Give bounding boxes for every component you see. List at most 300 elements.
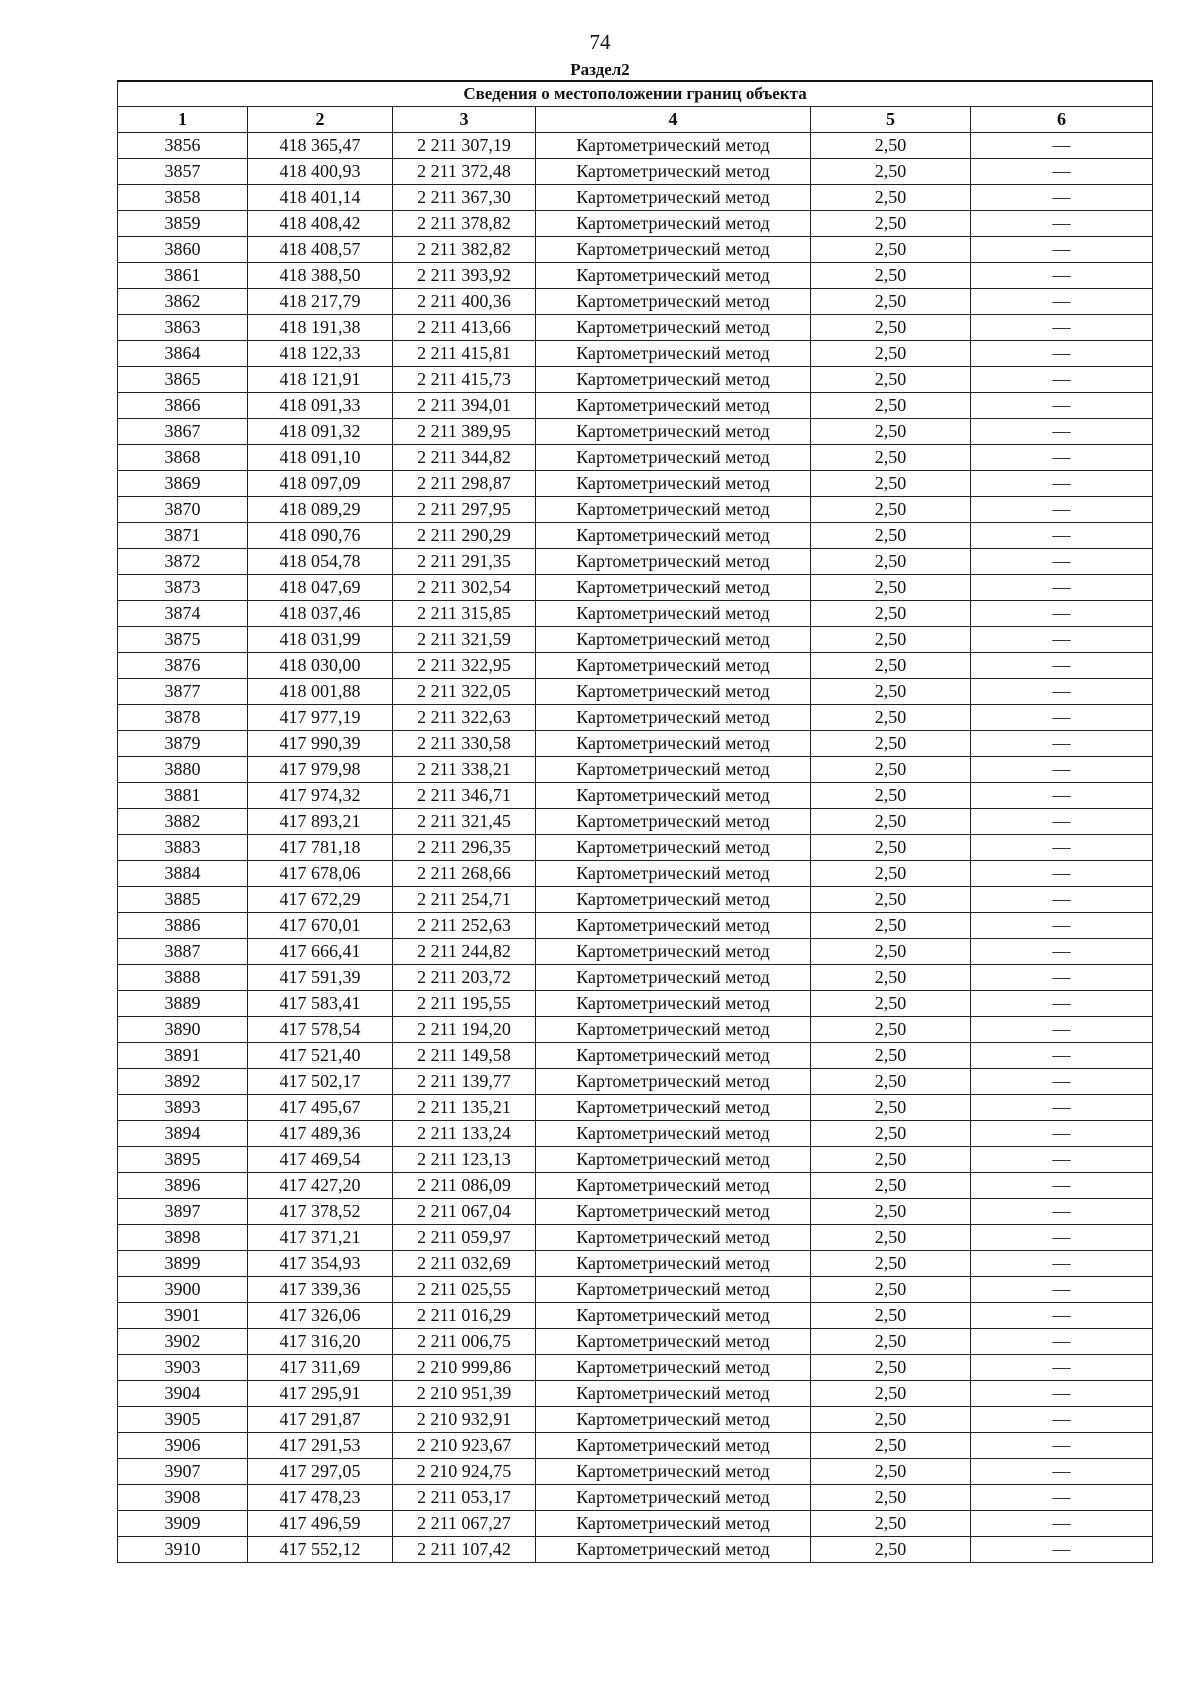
x-coordinate-cell: 418 408,42: [248, 211, 393, 237]
method-cell: Картометрический метод: [536, 1537, 811, 1563]
y-coordinate-cell: 2 211 321,45: [393, 809, 536, 835]
method-cell: Картометрический метод: [536, 1329, 811, 1355]
y-coordinate-cell: 2 211 290,29: [393, 523, 536, 549]
table-body: [118, 133, 1153, 1563]
table-row: [118, 991, 1153, 1017]
table-row: [118, 497, 1153, 523]
table-row: [118, 913, 1153, 939]
x-coordinate-cell: 418 031,99: [248, 627, 393, 653]
x-coordinate-cell: 417 666,41: [248, 939, 393, 965]
point-number-cell: 3910: [118, 1537, 248, 1563]
accuracy-cell: 2,50: [811, 705, 971, 731]
y-coordinate-cell: 2 211 139,77: [393, 1069, 536, 1095]
method-cell: Картометрический метод: [536, 367, 811, 393]
description-cell: —: [971, 809, 1153, 835]
method-cell: Картометрический метод: [536, 1355, 811, 1381]
table-row: [118, 835, 1153, 861]
table-row: [118, 1147, 1153, 1173]
table-row: [118, 1355, 1153, 1381]
description-cell: —: [971, 679, 1153, 705]
accuracy-cell: 2,50: [811, 263, 971, 289]
accuracy-cell: 2,50: [811, 861, 971, 887]
method-cell: Картометрический метод: [536, 1277, 811, 1303]
x-coordinate-cell: 417 339,36: [248, 1277, 393, 1303]
accuracy-cell: 2,50: [811, 913, 971, 939]
y-coordinate-cell: 2 211 302,54: [393, 575, 536, 601]
accuracy-cell: 2,50: [811, 575, 971, 601]
description-cell: —: [971, 419, 1153, 445]
point-number-cell: 3871: [118, 523, 248, 549]
description-cell: —: [971, 1095, 1153, 1121]
table-row: [118, 1069, 1153, 1095]
table-row: [118, 1043, 1153, 1069]
x-coordinate-cell: 417 521,40: [248, 1043, 393, 1069]
x-coordinate-cell: 418 217,79: [248, 289, 393, 315]
accuracy-cell: 2,50: [811, 237, 971, 263]
method-cell: Картометрический метод: [536, 393, 811, 419]
table-row: [118, 1199, 1153, 1225]
y-coordinate-cell: 2 211 296,35: [393, 835, 536, 861]
accuracy-cell: 2,50: [811, 1199, 971, 1225]
x-coordinate-cell: 417 678,06: [248, 861, 393, 887]
x-coordinate-cell: 418 408,57: [248, 237, 393, 263]
boundary-coordinates-table: [117, 80, 1153, 1563]
table-row: [118, 1381, 1153, 1407]
accuracy-cell: 2,50: [811, 601, 971, 627]
description-cell: —: [971, 913, 1153, 939]
accuracy-cell: 2,50: [811, 1225, 971, 1251]
accuracy-cell: 2,50: [811, 1537, 971, 1563]
method-cell: Картометрический метод: [536, 939, 811, 965]
point-number-cell: 3888: [118, 965, 248, 991]
method-cell: Картометрический метод: [536, 1147, 811, 1173]
x-coordinate-cell: 417 326,06: [248, 1303, 393, 1329]
method-cell: Картометрический метод: [536, 991, 811, 1017]
table-row: [118, 679, 1153, 705]
description-cell: —: [971, 1303, 1153, 1329]
point-number-cell: 3904: [118, 1381, 248, 1407]
accuracy-cell: 2,50: [811, 211, 971, 237]
y-coordinate-cell: 2 211 315,85: [393, 601, 536, 627]
description-cell: —: [971, 1407, 1153, 1433]
x-coordinate-cell: 417 990,39: [248, 731, 393, 757]
method-cell: Картометрический метод: [536, 1303, 811, 1329]
description-cell: —: [971, 1329, 1153, 1355]
description-cell: —: [971, 1277, 1153, 1303]
table-row: [118, 133, 1153, 159]
description-cell: —: [971, 1147, 1153, 1173]
table-row: [118, 1537, 1153, 1563]
table-row: [118, 627, 1153, 653]
accuracy-cell: 2,50: [811, 835, 971, 861]
point-number-cell: 3867: [118, 419, 248, 445]
table-row: [118, 289, 1153, 315]
method-cell: Картометрический метод: [536, 523, 811, 549]
description-cell: —: [971, 939, 1153, 965]
y-coordinate-cell: 2 211 135,21: [393, 1095, 536, 1121]
description-cell: —: [971, 1381, 1153, 1407]
x-coordinate-cell: 417 291,53: [248, 1433, 393, 1459]
description-cell: —: [971, 1199, 1153, 1225]
accuracy-cell: 2,50: [811, 523, 971, 549]
x-coordinate-cell: 417 311,69: [248, 1355, 393, 1381]
table-row: [118, 185, 1153, 211]
table-row: [118, 809, 1153, 835]
point-number-cell: 3885: [118, 887, 248, 913]
x-coordinate-cell: 417 378,52: [248, 1199, 393, 1225]
method-cell: Картометрический метод: [536, 341, 811, 367]
accuracy-cell: 2,50: [811, 1459, 971, 1485]
table-row: [118, 1511, 1153, 1537]
method-cell: Картометрический метод: [536, 705, 811, 731]
y-coordinate-cell: 2 211 195,55: [393, 991, 536, 1017]
accuracy-cell: 2,50: [811, 419, 971, 445]
y-coordinate-cell: 2 211 415,81: [393, 341, 536, 367]
method-cell: Картометрический метод: [536, 133, 811, 159]
x-coordinate-cell: 418 090,76: [248, 523, 393, 549]
accuracy-cell: 2,50: [811, 1173, 971, 1199]
y-coordinate-cell: 2 211 322,63: [393, 705, 536, 731]
point-number-cell: 3900: [118, 1277, 248, 1303]
accuracy-cell: 2,50: [811, 133, 971, 159]
point-number-cell: 3889: [118, 991, 248, 1017]
description-cell: —: [971, 965, 1153, 991]
accuracy-cell: 2,50: [811, 1251, 971, 1277]
description-cell: —: [971, 991, 1153, 1017]
column-header-1: 1: [118, 107, 248, 133]
x-coordinate-cell: 418 401,14: [248, 185, 393, 211]
description-cell: —: [971, 1121, 1153, 1147]
description-cell: —: [971, 1225, 1153, 1251]
accuracy-cell: 2,50: [811, 1017, 971, 1043]
table-row: [118, 705, 1153, 731]
y-coordinate-cell: 2 211 400,36: [393, 289, 536, 315]
y-coordinate-cell: 2 211 393,92: [393, 263, 536, 289]
description-cell: —: [971, 1511, 1153, 1537]
table-row: [118, 1251, 1153, 1277]
point-number-cell: 3891: [118, 1043, 248, 1069]
column-header-5: 5: [811, 107, 971, 133]
method-cell: Картометрический метод: [536, 549, 811, 575]
x-coordinate-cell: 417 672,29: [248, 887, 393, 913]
point-number-cell: 3874: [118, 601, 248, 627]
method-cell: Картометрический метод: [536, 887, 811, 913]
accuracy-cell: 2,50: [811, 939, 971, 965]
section-title: Раздел2: [570, 60, 630, 79]
point-number-cell: 3880: [118, 757, 248, 783]
x-coordinate-cell: 418 091,32: [248, 419, 393, 445]
y-coordinate-cell: 2 211 149,58: [393, 1043, 536, 1069]
y-coordinate-cell: 2 211 006,75: [393, 1329, 536, 1355]
accuracy-cell: 2,50: [811, 809, 971, 835]
description-cell: —: [971, 263, 1153, 289]
x-coordinate-cell: 417 496,59: [248, 1511, 393, 1537]
accuracy-cell: 2,50: [811, 1329, 971, 1355]
table-row: [118, 523, 1153, 549]
method-cell: Картометрический метод: [536, 211, 811, 237]
y-coordinate-cell: 2 211 203,72: [393, 965, 536, 991]
y-coordinate-cell: 2 211 322,95: [393, 653, 536, 679]
table-row: [118, 1225, 1153, 1251]
description-cell: —: [971, 653, 1153, 679]
description-cell: —: [971, 1433, 1153, 1459]
x-coordinate-cell: 417 297,05: [248, 1459, 393, 1485]
description-cell: —: [971, 523, 1153, 549]
method-cell: Картометрический метод: [536, 471, 811, 497]
point-number-cell: 3870: [118, 497, 248, 523]
table-row: [118, 263, 1153, 289]
point-number-cell: 3894: [118, 1121, 248, 1147]
x-coordinate-cell: 418 001,88: [248, 679, 393, 705]
method-cell: Картометрический метод: [536, 1043, 811, 1069]
point-number-cell: 3856: [118, 133, 248, 159]
point-number-cell: 3886: [118, 913, 248, 939]
point-number-cell: 3902: [118, 1329, 248, 1355]
method-cell: Картометрический метод: [536, 1199, 811, 1225]
point-number-cell: 3893: [118, 1095, 248, 1121]
point-number-cell: 3865: [118, 367, 248, 393]
y-coordinate-cell: 2 211 194,20: [393, 1017, 536, 1043]
accuracy-cell: 2,50: [811, 783, 971, 809]
accuracy-cell: 2,50: [811, 1147, 971, 1173]
table-row: [118, 1433, 1153, 1459]
x-coordinate-cell: 418 091,33: [248, 393, 393, 419]
table-row: [118, 653, 1153, 679]
method-cell: Картометрический метод: [536, 419, 811, 445]
accuracy-cell: 2,50: [811, 1355, 971, 1381]
point-number-cell: 3862: [118, 289, 248, 315]
x-coordinate-cell: 418 365,47: [248, 133, 393, 159]
x-coordinate-cell: 417 469,54: [248, 1147, 393, 1173]
x-coordinate-cell: 418 030,00: [248, 653, 393, 679]
table-row: [118, 1173, 1153, 1199]
table-row: [118, 1329, 1153, 1355]
method-cell: Картометрический метод: [536, 835, 811, 861]
accuracy-cell: 2,50: [811, 991, 971, 1017]
description-cell: —: [971, 887, 1153, 913]
table-row: [118, 419, 1153, 445]
x-coordinate-cell: 417 578,54: [248, 1017, 393, 1043]
accuracy-cell: 2,50: [811, 393, 971, 419]
description-cell: —: [971, 367, 1153, 393]
accuracy-cell: 2,50: [811, 1043, 971, 1069]
point-number-cell: 3866: [118, 393, 248, 419]
accuracy-cell: 2,50: [811, 627, 971, 653]
description-cell: —: [971, 757, 1153, 783]
y-coordinate-cell: 2 211 016,29: [393, 1303, 536, 1329]
point-number-cell: 3907: [118, 1459, 248, 1485]
method-cell: Картометрический метод: [536, 185, 811, 211]
table-row: [118, 1017, 1153, 1043]
y-coordinate-cell: 2 210 951,39: [393, 1381, 536, 1407]
y-coordinate-cell: 2 211 107,42: [393, 1537, 536, 1563]
y-coordinate-cell: 2 210 932,91: [393, 1407, 536, 1433]
point-number-cell: 3896: [118, 1173, 248, 1199]
y-coordinate-cell: 2 211 413,66: [393, 315, 536, 341]
point-number-cell: 3901: [118, 1303, 248, 1329]
method-cell: Картометрический метод: [536, 1095, 811, 1121]
accuracy-cell: 2,50: [811, 367, 971, 393]
table-row: [118, 887, 1153, 913]
x-coordinate-cell: 418 400,93: [248, 159, 393, 185]
x-coordinate-cell: 418 047,69: [248, 575, 393, 601]
method-cell: Картометрический метод: [536, 445, 811, 471]
description-cell: —: [971, 1017, 1153, 1043]
table-row: [118, 965, 1153, 991]
table-row: [118, 757, 1153, 783]
method-cell: Картометрический метод: [536, 1407, 811, 1433]
method-cell: Картометрический метод: [536, 809, 811, 835]
accuracy-cell: 2,50: [811, 341, 971, 367]
method-cell: Картометрический метод: [536, 1433, 811, 1459]
point-number-cell: 3882: [118, 809, 248, 835]
description-cell: —: [971, 549, 1153, 575]
table-row: [118, 1459, 1153, 1485]
point-number-cell: 3875: [118, 627, 248, 653]
point-number-cell: 3863: [118, 315, 248, 341]
table-row: [118, 367, 1153, 393]
table-row: [118, 1485, 1153, 1511]
x-coordinate-cell: 418 122,33: [248, 341, 393, 367]
x-coordinate-cell: 417 489,36: [248, 1121, 393, 1147]
y-coordinate-cell: 2 211 067,04: [393, 1199, 536, 1225]
point-number-cell: 3887: [118, 939, 248, 965]
table-row: [118, 341, 1153, 367]
table-row: [118, 731, 1153, 757]
method-cell: Картометрический метод: [536, 315, 811, 341]
y-coordinate-cell: 2 211 298,87: [393, 471, 536, 497]
method-cell: Картометрический метод: [536, 1381, 811, 1407]
point-number-cell: 3857: [118, 159, 248, 185]
method-cell: Картометрический метод: [536, 783, 811, 809]
page-number: 74: [589, 30, 611, 54]
point-number-cell: 3879: [118, 731, 248, 757]
y-coordinate-cell: 2 211 367,30: [393, 185, 536, 211]
point-number-cell: 3872: [118, 549, 248, 575]
accuracy-cell: 2,50: [811, 653, 971, 679]
y-coordinate-cell: 2 211 244,82: [393, 939, 536, 965]
method-cell: Картометрический метод: [536, 627, 811, 653]
y-coordinate-cell: 2 211 025,55: [393, 1277, 536, 1303]
y-coordinate-cell: 2 211 067,27: [393, 1511, 536, 1537]
description-cell: —: [971, 289, 1153, 315]
column-header-2: 2: [248, 107, 393, 133]
x-coordinate-cell: 417 893,21: [248, 809, 393, 835]
description-cell: —: [971, 1069, 1153, 1095]
description-cell: —: [971, 835, 1153, 861]
table-row: [118, 1303, 1153, 1329]
point-number-cell: 3895: [118, 1147, 248, 1173]
point-number-cell: 3884: [118, 861, 248, 887]
accuracy-cell: 2,50: [811, 471, 971, 497]
x-coordinate-cell: 417 478,23: [248, 1485, 393, 1511]
table-row: [118, 601, 1153, 627]
description-cell: —: [971, 1537, 1153, 1563]
x-coordinate-cell: 418 037,46: [248, 601, 393, 627]
table-row: [118, 1277, 1153, 1303]
y-coordinate-cell: 2 211 268,66: [393, 861, 536, 887]
description-cell: —: [971, 575, 1153, 601]
description-cell: —: [971, 1043, 1153, 1069]
accuracy-cell: 2,50: [811, 965, 971, 991]
table-row: [118, 393, 1153, 419]
point-number-cell: 3883: [118, 835, 248, 861]
point-number-cell: 3898: [118, 1225, 248, 1251]
y-coordinate-cell: 2 211 415,73: [393, 367, 536, 393]
table-row: [118, 861, 1153, 887]
column-header-3: 3: [393, 107, 536, 133]
table-row: [118, 471, 1153, 497]
point-number-cell: 3860: [118, 237, 248, 263]
method-cell: Картометрический метод: [536, 237, 811, 263]
y-coordinate-cell: 2 210 999,86: [393, 1355, 536, 1381]
accuracy-cell: 2,50: [811, 185, 971, 211]
x-coordinate-cell: 417 371,21: [248, 1225, 393, 1251]
accuracy-cell: 2,50: [811, 1407, 971, 1433]
accuracy-cell: 2,50: [811, 549, 971, 575]
accuracy-cell: 2,50: [811, 1511, 971, 1537]
method-cell: Картометрический метод: [536, 575, 811, 601]
accuracy-cell: 2,50: [811, 1121, 971, 1147]
method-cell: Картометрический метод: [536, 731, 811, 757]
y-coordinate-cell: 2 211 053,17: [393, 1485, 536, 1511]
method-cell: Картометрический метод: [536, 1017, 811, 1043]
method-cell: Картометрический метод: [536, 601, 811, 627]
description-cell: —: [971, 341, 1153, 367]
accuracy-cell: 2,50: [811, 679, 971, 705]
table-row: [118, 211, 1153, 237]
description-cell: —: [971, 1459, 1153, 1485]
y-coordinate-cell: 2 211 252,63: [393, 913, 536, 939]
y-coordinate-cell: 2 211 344,82: [393, 445, 536, 471]
y-coordinate-cell: 2 211 372,48: [393, 159, 536, 185]
point-number-cell: 3877: [118, 679, 248, 705]
method-cell: Картометрический метод: [536, 1173, 811, 1199]
x-coordinate-cell: 418 091,10: [248, 445, 393, 471]
description-cell: —: [971, 133, 1153, 159]
point-number-cell: 3897: [118, 1199, 248, 1225]
method-cell: Картометрический метод: [536, 861, 811, 887]
point-number-cell: 3881: [118, 783, 248, 809]
point-number-cell: 3909: [118, 1511, 248, 1537]
y-coordinate-cell: 2 211 382,82: [393, 237, 536, 263]
method-cell: Картометрический метод: [536, 159, 811, 185]
x-coordinate-cell: 418 191,38: [248, 315, 393, 341]
point-number-cell: 3903: [118, 1355, 248, 1381]
column-header-6: 6: [971, 107, 1153, 133]
point-number-cell: 3873: [118, 575, 248, 601]
y-coordinate-cell: 2 211 254,71: [393, 887, 536, 913]
description-cell: —: [971, 783, 1153, 809]
point-number-cell: 3905: [118, 1407, 248, 1433]
accuracy-cell: 2,50: [811, 1095, 971, 1121]
accuracy-cell: 2,50: [811, 315, 971, 341]
accuracy-cell: 2,50: [811, 289, 971, 315]
y-coordinate-cell: 2 211 321,59: [393, 627, 536, 653]
point-number-cell: 3878: [118, 705, 248, 731]
accuracy-cell: 2,50: [811, 497, 971, 523]
x-coordinate-cell: 417 979,98: [248, 757, 393, 783]
description-cell: —: [971, 211, 1153, 237]
method-cell: Картометрический метод: [536, 1511, 811, 1537]
point-number-cell: 3892: [118, 1069, 248, 1095]
method-cell: Картометрический метод: [536, 757, 811, 783]
point-number-cell: 3869: [118, 471, 248, 497]
description-cell: —: [971, 445, 1153, 471]
description-cell: —: [971, 315, 1153, 341]
x-coordinate-cell: 418 054,78: [248, 549, 393, 575]
accuracy-cell: 2,50: [811, 159, 971, 185]
